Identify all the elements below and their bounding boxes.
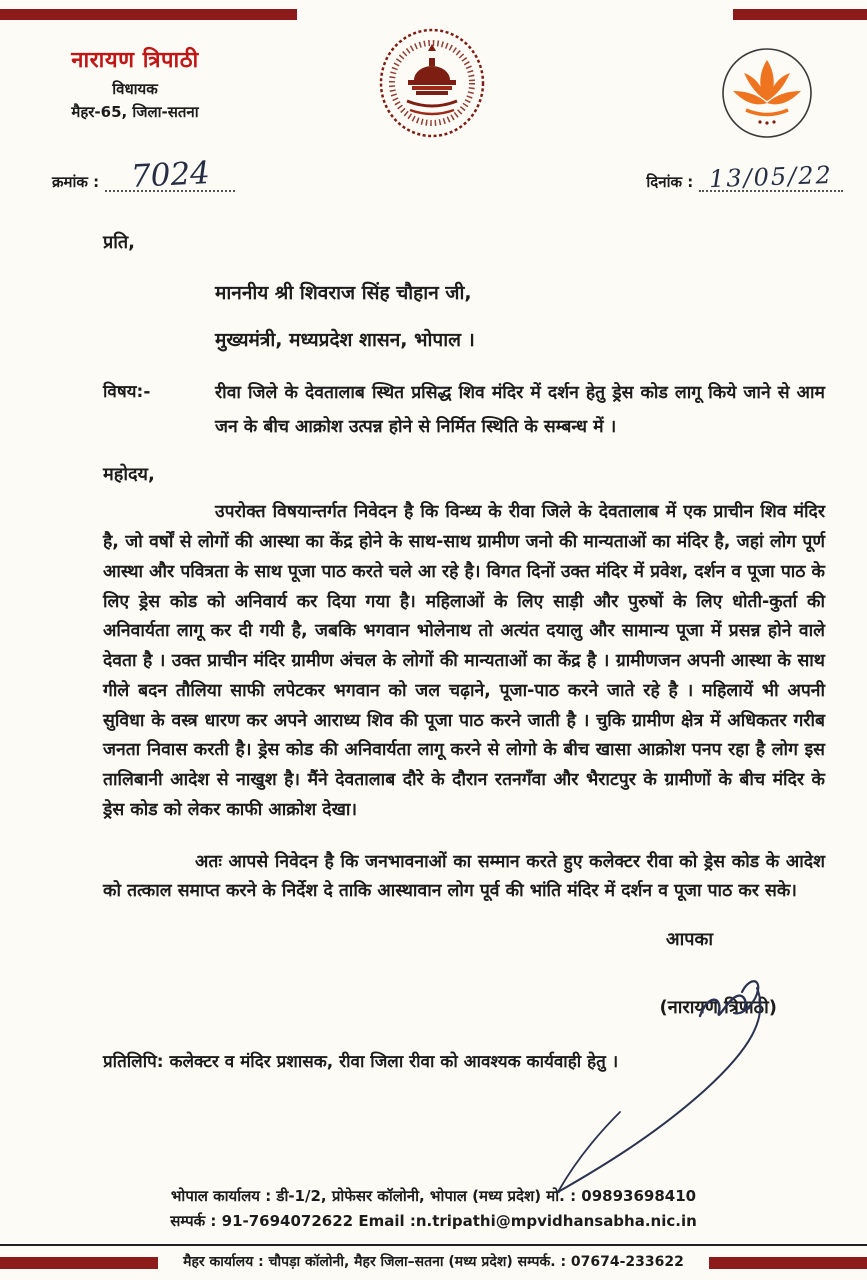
bjp-lotus-icon	[720, 46, 814, 144]
subject-text: रीवा जिले के देवतालाब स्थित प्रसिद्ध शिव मंदिर में दर्शन हेतु ड्रेस कोड लागू किये जाने से आम जन के बीच आक्रोश उत्पन्न होने से निर्मित स्थिति के सम्बन्ध में ।	[215, 383, 825, 438]
subject-label: विषय:-	[103, 382, 151, 402]
date-label: दिनांक :	[646, 173, 694, 191]
sender-designation: विधायक	[112, 80, 158, 98]
letterhead-left-block	[40, 44, 230, 122]
subject-row	[103, 376, 825, 444]
serial-label: क्रमांक :	[52, 173, 100, 191]
footer-maihar-office: मैहर कार्यालय : चौपड़ा कॉलोनी, मैहर जिला–सतना (मध्य प्रदेश) सम्पर्क. : 07674-233622	[183, 1254, 684, 1270]
salutation: महोदय,	[103, 464, 155, 486]
serial-dotted-line	[105, 154, 235, 196]
sender-name: नारायण त्रिपाठी	[71, 48, 199, 73]
date-dotted-line	[699, 160, 843, 194]
mp-vidhan-sabha-emblem-icon	[377, 26, 487, 144]
letter-body	[103, 230, 825, 1072]
sender-constituency: मैहर-65, जिला-सतना	[71, 103, 199, 121]
body-paragraph-1: उपरोक्त विषयान्तर्गत निवेदन है कि विन्ध्य के रीवा जिले के देवतालाब में एक प्राचीन शिव मंदिर है, जो वर्षों से लोगों की आस्था का केंद्र होने के साथ-साथ ग्रामीण जनो की मान्यताओं का मंदिर है, जहां लोग पूर्ण आस्था और पवित्रता के साथ पूजा पाठ करते चले आ रहे है। विगत दिनों उक्त मंदिर में प्रवेश, दर्शन व पूजा पाठ के लिए ड्रेस कोड को अनिवार्य कर दिया गया है। महिलाओं के लिए साड़ी और पुरुषों के लिए धोती-कुर्ता की अनिवार्यता लागू कर दी गयी है, जबकि भगवान भोलेनाथ तो अत्यंत दयालु और सामान्य पूजा में प्रसन्न होने वाले देवता है । उक्त प्राचीन मंदिर ग्रामीण अंचल के लोगों की मान्यताओं का केंद्र है । ग्रामीणजन अपनी आस्था के साथ गीले बदन तौलिया साफी लपेटकर भगवान को जल चढ़ाने, पूजा-पाठ करने जाते रहे है । महिलायें भी अपनी सुविधा के वस्त्र धारण कर अपने आराध्य शिव की पूजा पाठ करने जाती है । चुकि ग्रामीण क्षेत्र में अधिकतर गरीब जनता निवास करती है। ड्रेस कोड की अनिवार्यता लागू करने से लोगो के बीच खासा आक्रोश पनप रहा है लोग इस तालिबानी आदेश से नाखुश है। मैंने देवतालाब दौरे के दौरान रतनगँवा और भैराटपुर के ग्रामीणों के बीच मंदिर के ड्रेस कोड को लेकर काफी आक्रोश देखा।	[103, 502, 825, 820]
to-label: प्रति,	[103, 232, 136, 253]
footer-bhopal-office: भोपाल कार्यालय : डी-1/2, प्रोफेसर कॉलोनी, भोपाल (मध्य प्रदेश) मो. : 09893698410	[170, 1187, 697, 1205]
footer-contact: सम्पर्क : 91-7694072622 Email :n.tripathi@mpvidhansabha.nic.in	[170, 1212, 697, 1230]
decorative-bar-top-right	[733, 9, 867, 20]
cc-line: प्रतिलिपि: कलेक्टर व मंदिर प्रशासक, रीवा जिला रीवा को आवश्यक कार्यवाही हेतु ।	[103, 1052, 619, 1072]
recipient-name: माननीय श्री शिवराज सिंह चौहान जी,	[215, 282, 472, 304]
decorative-bar-top-left	[0, 9, 297, 20]
serial-number-handwritten: 7024	[129, 154, 211, 196]
serial-block	[52, 154, 235, 196]
closing-word: आपका	[665, 929, 713, 950]
footer-block	[0, 1186, 867, 1231]
reference-line	[52, 154, 843, 196]
date-handwritten: 13/05/22	[708, 160, 834, 194]
signatory-name: (नारायण त्रिपाठी)	[659, 997, 777, 1018]
date-block	[646, 160, 843, 194]
recipient-designation: मुख्यमंत्री, मध्यप्रदेश शासन, भोपाल ।	[215, 329, 475, 351]
body-paragraph-2: अतः आपसे निवेदन है कि जनभावनाओं का सम्मान करते हुए कलेक्टर रीवा को ड्रेस कोड के आदेश को तत्काल समाप्त करने के निर्देश दे ताकि आस्थावान लोग पूर्व की भांति मंदिर में दर्शन व पूजा पाठ कर सके।	[103, 851, 825, 902]
footer-divider	[0, 1244, 867, 1246]
